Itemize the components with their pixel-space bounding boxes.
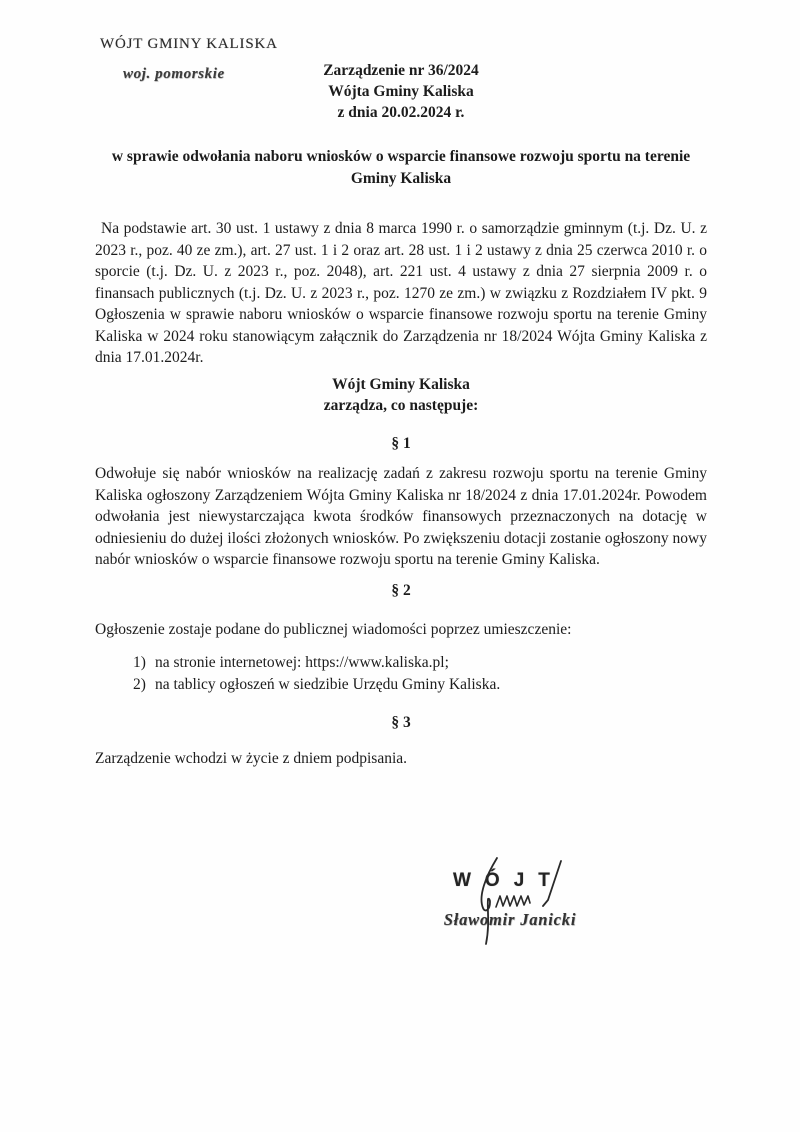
signature-block <box>420 850 620 950</box>
decree-intro <box>95 374 707 416</box>
section-2-heading: § 2 <box>391 581 411 599</box>
decree-number: Zarządzenie nr 36/2024 <box>323 62 479 79</box>
section-3-body: Zarządzenie wchodzi w życie z dniem podpisania. <box>95 750 408 767</box>
decree-subject: w sprawie odwołania naboru wniosków o wsparcie finansowe rozwoju sportu na terenie Gminy Kaliska <box>111 148 691 187</box>
list-item-text: na stronie internetowej: https://www.kaliska.pl; <box>155 653 449 671</box>
announcement-list <box>95 652 707 696</box>
decree-date: z dnia 20.02.2024 r. <box>337 104 465 121</box>
section-1-body: Odwołuje się nabór wniosków na realizację zadań z zakresu rozwoju sportu na terenie Gminy Kaliska ogłoszony Zarządzeniem Wójta Gminy Kaliska nr 18/2024 z dnia 17.01.2024r. Powodem odwołania jest niewystarczająca kwota środków finansowych przeznaczonych na dotację w odniesieniu do dużej ilości złożonych wniosków. Po zwiększeniu dotacji zostanie ogłoszony nowy nabór wniosków o wsparcie finansowe rozwoju sportu na terenie Gminy Kaliska. <box>95 465 707 568</box>
list-item <box>95 652 707 674</box>
list-item-number: 1) <box>133 653 146 671</box>
decree-issuer: Wójta Gminy Kaliska <box>328 83 474 100</box>
section-3-heading: § 3 <box>391 713 411 731</box>
voivodeship-stamp: woj. pomorskie <box>123 66 225 82</box>
list-item-number: 2) <box>133 675 146 693</box>
list-item-text: na tablicy ogłoszeń w siedzibie Urzędu Gminy Kaliska. <box>155 675 501 693</box>
document-body <box>95 0 707 770</box>
decree-intro-line1: Wójt Gminy Kaliska <box>332 375 470 393</box>
list-item <box>95 674 707 696</box>
section-2-lead: Ogłoszenie zostaje podane do publicznej wiadomości poprzez umieszczenie: <box>95 621 572 638</box>
preamble-paragraph: Na podstawie art. 30 ust. 1 ustawy z dnia 8 marca 1990 r. o samorządzie gminnym (t.j. Dz. U. z 2023 r., poz. 40 ze zm.), art. 27 ust. 1 i 2 oraz art. 28 ust. 1 i 2 ustawy z dnia 25 czerwca 2010 r. o sporcie (t.j. Dz. U. z 2023 r., poz. 2048), art. 221 ust. 4 ustawy z dnia 27 sierpnia 2009 r. o finansach publicznych (t.j. Dz. U. z 2023 r., poz. 1270 ze zm.) w związku z Rozdziałem IV pkt. 9 Ogłoszenia w sprawie naboru wniosków o wsparcie finansowe rozwoju sportu na terenie Gminy Kaliska w 2024 roku stanowiącym załącznik do Zarządzenia nr 18/2024 Wójta Gminy Kaliska z dnia 17.01.2024r. <box>95 220 707 366</box>
section-1-heading: § 1 <box>391 434 411 452</box>
office-name: WÓJT GMINY KALISKA <box>100 36 278 52</box>
decree-intro-line2: zarządza, co następuje: <box>323 396 479 414</box>
signer-name-stamp: Sławomir Janicki <box>443 910 577 929</box>
wojt-title-stamp: WÓJT <box>453 870 564 891</box>
handwritten-signature-icon <box>420 850 620 950</box>
decree-title-block <box>95 60 707 123</box>
